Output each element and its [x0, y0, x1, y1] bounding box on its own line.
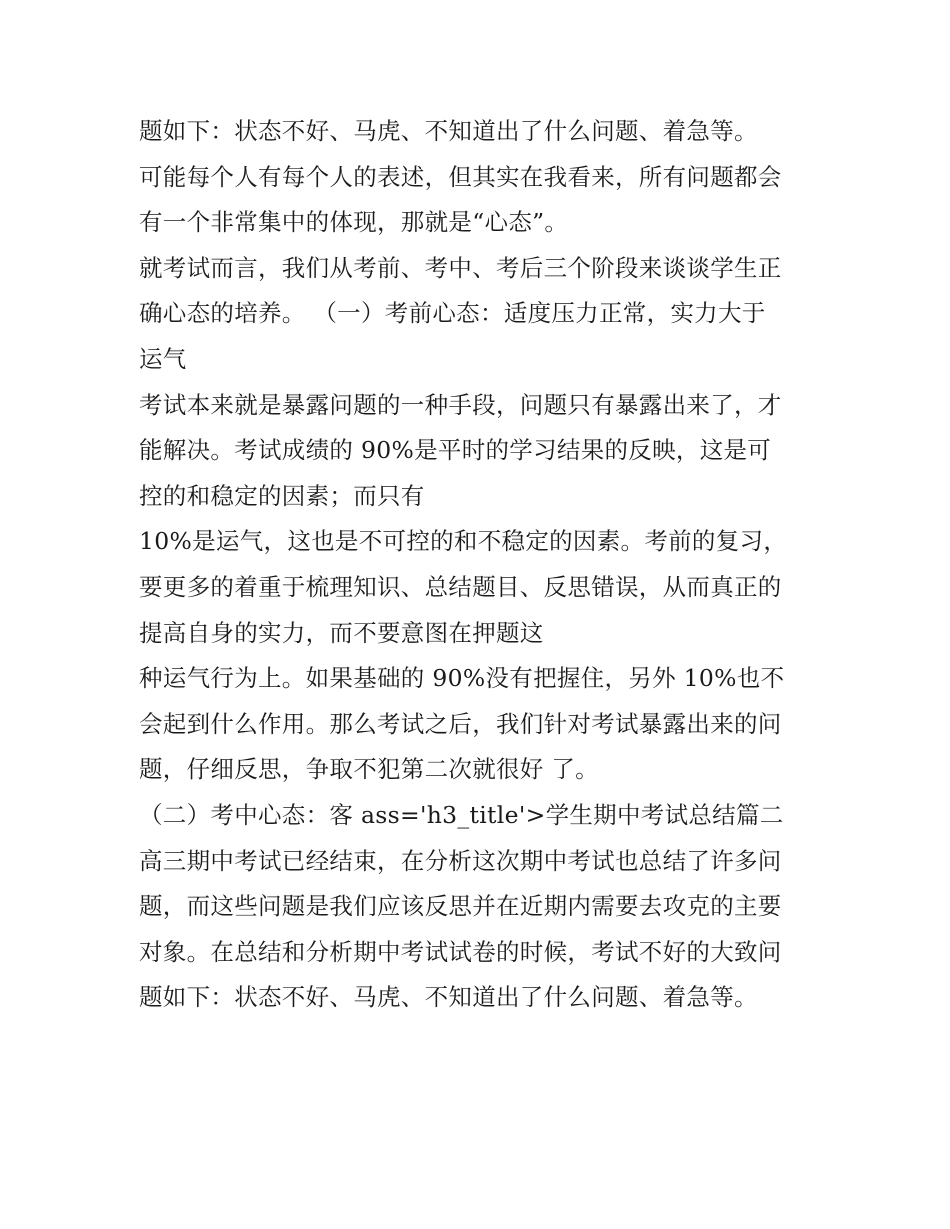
text-line: 考试本来就是暴露问题的一种手段，问题只有暴露出来了，才	[139, 390, 782, 419]
body-text	[139, 109, 829, 1021]
text-line: 有一个非常集中的体现，那就是“心态”。	[139, 208, 569, 237]
text-line: 种运气行为上。如果基础的 90%没有把握住，另外 10%也不	[139, 664, 785, 693]
text-line: 提高自身的实力，而不要意图在押题这	[139, 618, 544, 647]
text-line: 要更多的着重于梳理知识、总结题目、反思错误，从而真正的	[139, 572, 782, 601]
text-line: 题，仔细反思，争取不犯第二次就很好 了。	[139, 755, 599, 784]
text-line: 对象。在总结和分析期中考试试卷的时候，考试不好的大致问	[139, 937, 782, 966]
text-line: 能解决。考试成绩的 90%是平时的学习结果的反映，这是可	[139, 436, 772, 465]
text-line: 可能每个人有每个人的表述，但其实在我看来，所有问题都会	[139, 162, 782, 191]
text-line: 会起到什么作用。那么考试之后，我们针对考试暴露出来的问	[139, 709, 782, 738]
text-line: 题，而这些问题是我们应该反思并在近期内需要去攻克的主要	[139, 892, 782, 921]
text-line: 题如下：状态不好、马虎、不知道出了什么问题、着急等。	[139, 983, 758, 1012]
text-line: 确心态的培养。 （一）考前心态：适度压力正常，实力大于	[139, 299, 766, 328]
text-line: 运气	[139, 344, 187, 373]
text-line: 控的和稳定的因素；而只有	[139, 481, 425, 510]
text-line: 高三期中考试已经结束，在分析这次期中考试也总结了许多问	[139, 846, 782, 875]
text-line: 题如下：状态不好、马虎、不知道出了什么问题、着急等。	[139, 117, 758, 145]
text-line: （二）考中心态：客 ass='h3_title'>学生期中考试总结篇二	[139, 800, 784, 829]
text-line: 10%是运气，这也是不可控的和不稳定的因素。考前的复习，	[139, 527, 788, 556]
text-line: 就考试而言，我们从考前、考中、考后三个阶段来谈谈学生正	[139, 253, 782, 282]
